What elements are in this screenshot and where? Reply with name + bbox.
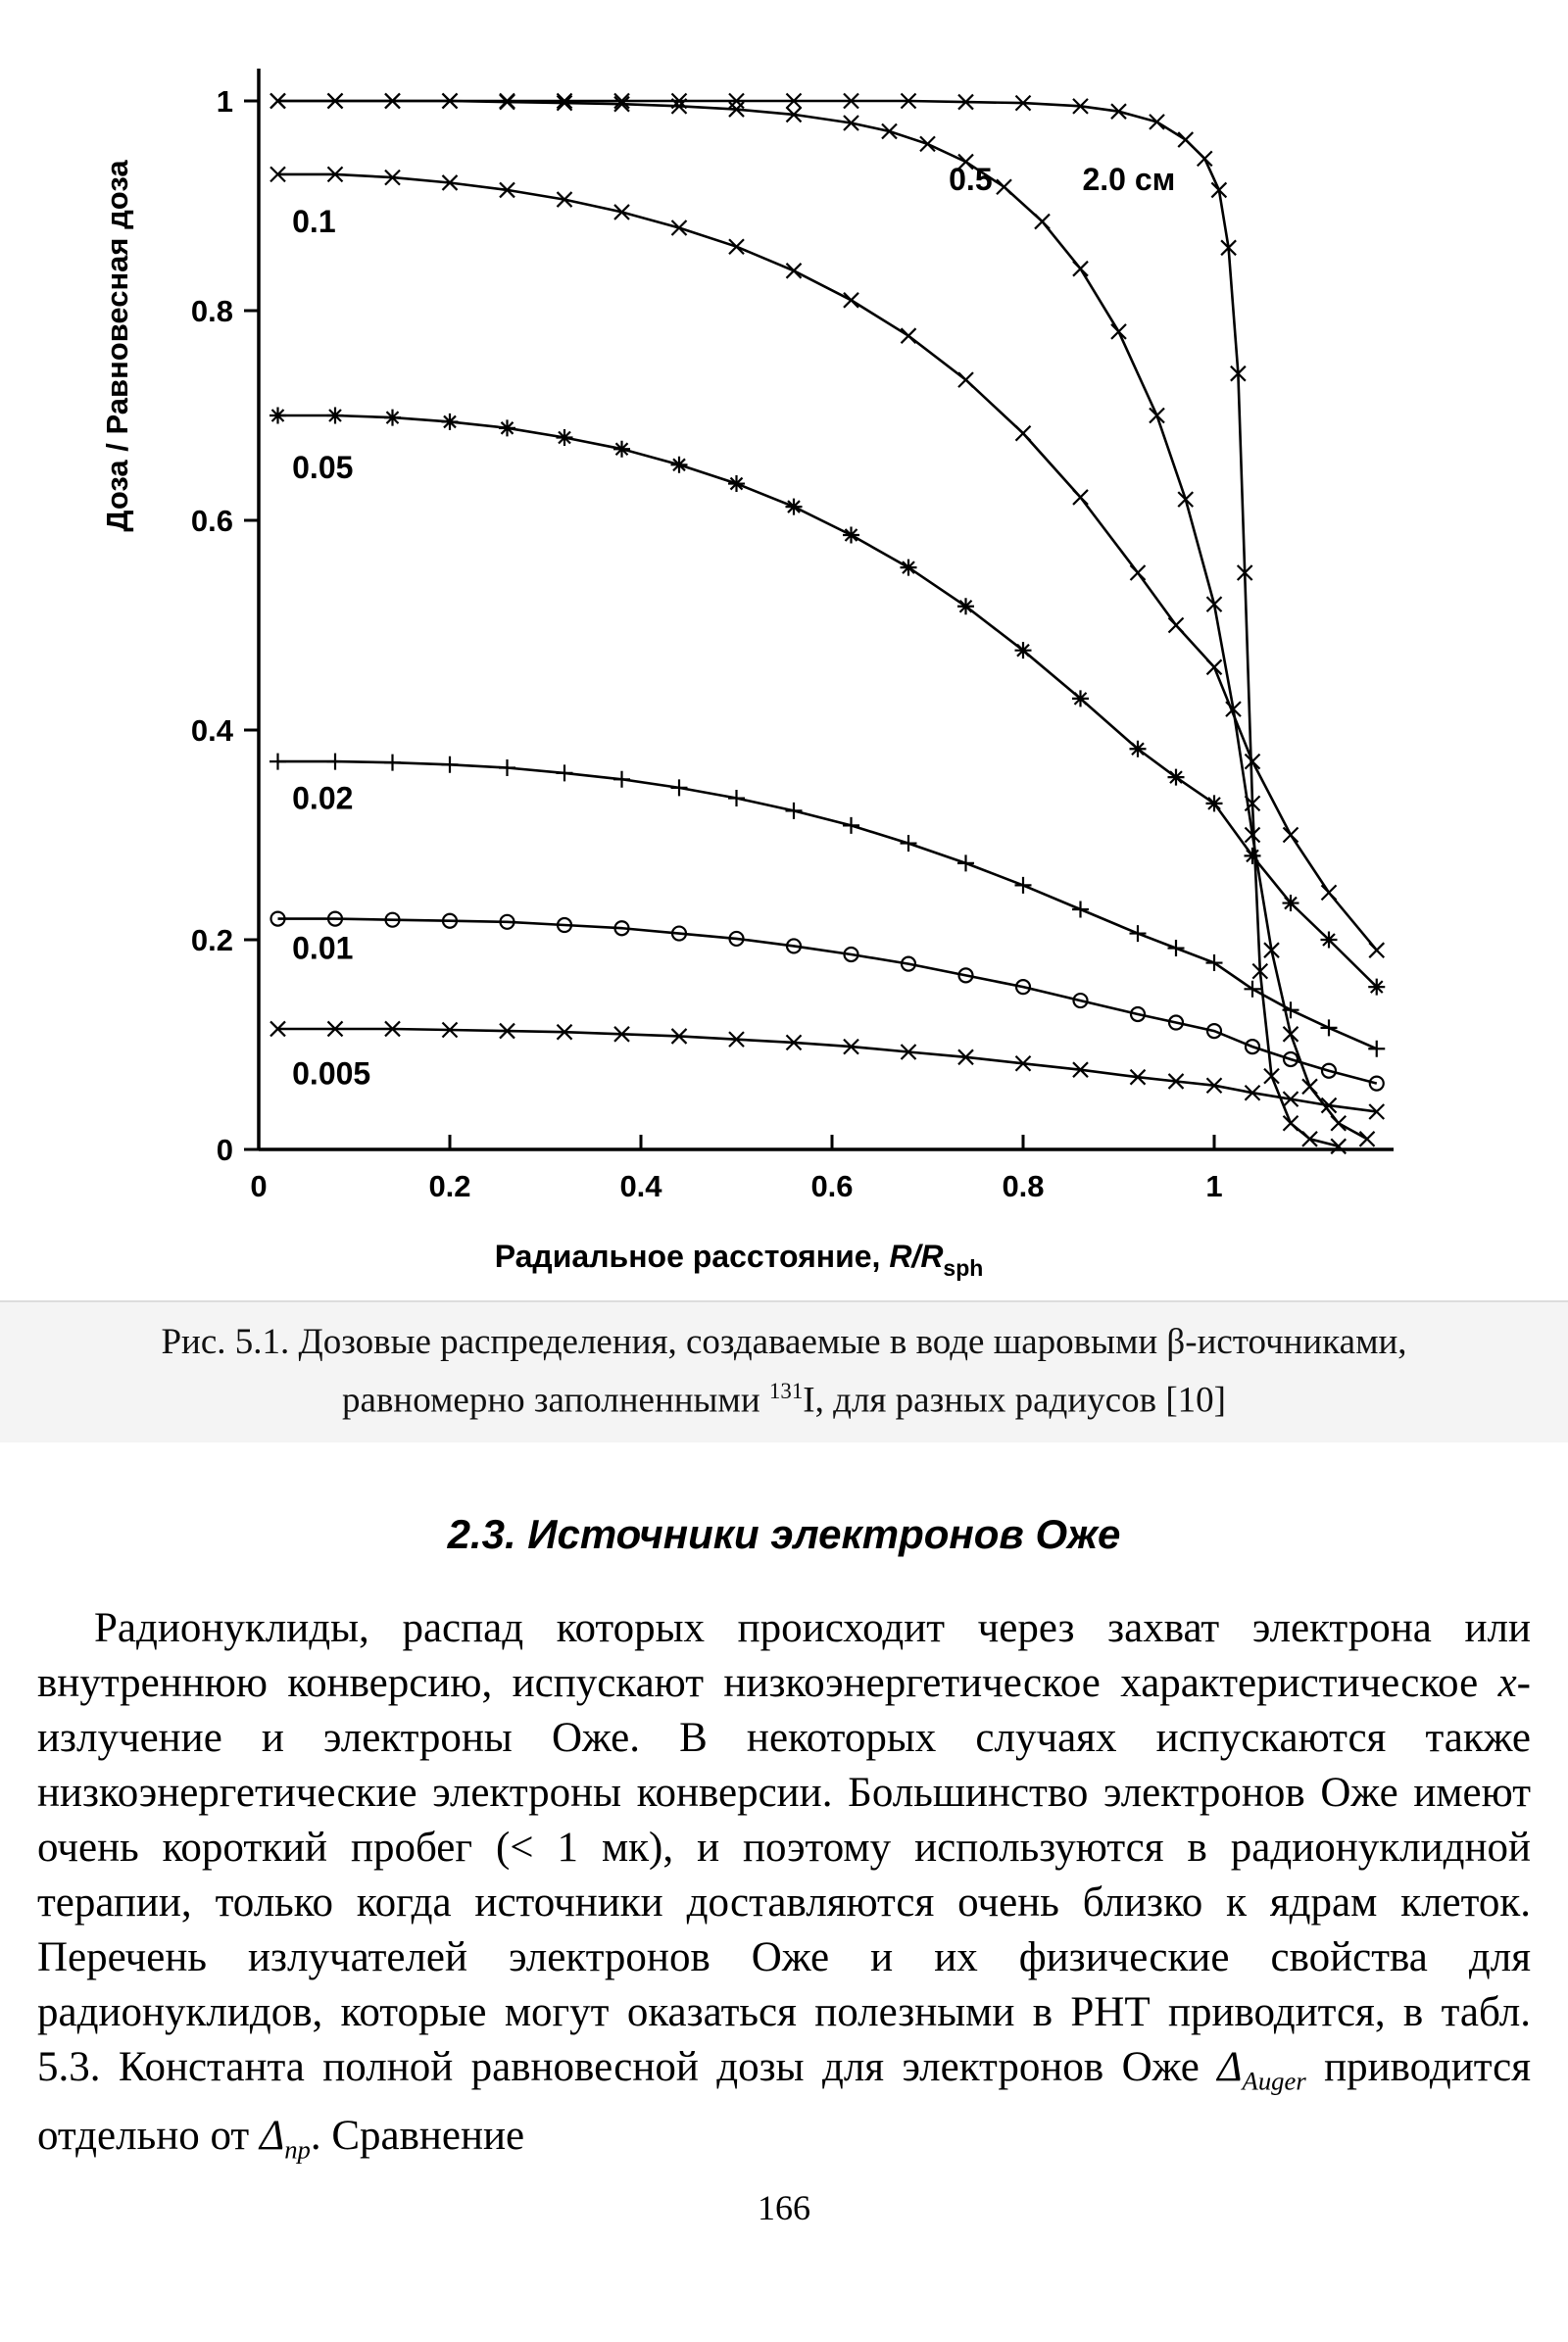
marker-* [1168, 769, 1185, 786]
body-paragraph [37, 1601, 1531, 2176]
marker-* [270, 408, 286, 424]
marker-x [1322, 885, 1337, 900]
marker-* [1072, 690, 1089, 707]
marker-* [557, 429, 573, 446]
marker-* [613, 441, 630, 458]
curve-label-0.02: 0.02 [292, 780, 354, 816]
marker-* [728, 475, 745, 492]
marker-x [1150, 115, 1164, 129]
y-tick-label: 1 [216, 84, 233, 119]
curve-label-2.0 см: 2.0 см [1082, 161, 1176, 197]
marker-* [442, 414, 459, 430]
x-tick-label: 1 [1205, 1169, 1223, 1203]
marker-x [1302, 1079, 1317, 1094]
curve-label-0.005: 0.005 [292, 1055, 371, 1092]
marker-+ [613, 771, 630, 788]
marker-+ [1130, 925, 1147, 942]
curve-0.5 [278, 101, 1368, 1139]
marker-+ [384, 755, 401, 771]
y-tick-label: 0.2 [190, 923, 233, 957]
marker-x [902, 328, 916, 343]
dose-chart [14, 18, 1543, 1292]
y-axis-title: Доза / Равновесная доза [100, 160, 134, 532]
marker-+ [843, 817, 859, 834]
marker-x [844, 293, 858, 308]
delta-np-subscript: np [284, 2134, 311, 2165]
curve-label-0.01: 0.01 [292, 930, 354, 966]
x-tick-label: 0.2 [428, 1169, 471, 1203]
isotope-superscript: 131 [768, 1379, 804, 1403]
y-tick-label: 0 [216, 1133, 233, 1167]
caption-line-2 [39, 1367, 1529, 1425]
x-tick-label: 0.4 [619, 1169, 662, 1203]
marker-x [1016, 426, 1031, 441]
paragraph-segment-3: приводится отдельно от [37, 2044, 1531, 2159]
marker-* [671, 457, 688, 473]
curve-0.05 [278, 415, 1377, 987]
marker-x [729, 239, 744, 254]
delta-auger-symbol: Δ [1217, 2044, 1243, 2091]
marker-x [672, 220, 687, 235]
marker-* [327, 408, 344, 424]
marker-x [1284, 1116, 1298, 1131]
marker-x [1331, 1116, 1346, 1131]
marker-x [958, 372, 973, 387]
curve-2.0 см [278, 101, 1339, 1147]
marker-+ [1245, 981, 1261, 998]
marker-+ [1015, 877, 1032, 894]
delta-auger-subscript: Auger [1242, 2066, 1306, 2096]
marker-* [843, 526, 859, 543]
marker-+ [1368, 1041, 1385, 1057]
curve-0.1 [278, 174, 1377, 951]
marker-* [1130, 741, 1147, 757]
marker-* [1368, 979, 1385, 996]
delta-np-symbol: Δ [259, 2112, 285, 2159]
marker-+ [327, 754, 344, 770]
page-number: 166 [758, 2187, 810, 2227]
marker-x [997, 179, 1011, 194]
marker-* [786, 499, 803, 515]
marker-* [957, 598, 974, 614]
marker-x [1169, 618, 1184, 633]
caption-text-1: Рис. 5.1. Дозовые распределения, создаваемые в воде шаровыми β-источниками, [161, 1322, 1407, 1362]
x-tick-label: 0.6 [810, 1169, 854, 1203]
curve-0.01 [278, 919, 1377, 1084]
paragraph-segment-2: -излучение и электроны Оже. В некоторых случаях испускаются также низкоэнергетические электроны конверсии. Большинство электронов Оже имеют очень короткий пробег (< 1 мк), и поэтому используются в радионуклидной терапии, только когда источники доставляются очень близко к ядрам клеток. Перечень излучателей электронов Оже и их физические свойства для радионуклидов, которые могут оказаться полезными в РНТ приводится, в табл. 5.3. Константа полной равновесной дозы для электронов Оже [37, 1660, 1531, 2091]
marker-x [1284, 828, 1298, 843]
marker-x [1331, 1139, 1346, 1153]
caption-text-2: равномерно заполненными [342, 1380, 769, 1421]
marker-+ [671, 779, 688, 796]
marker-x [1360, 1132, 1375, 1147]
marker-x [787, 264, 802, 278]
x-axis-title: Радиальное расстояние, $R/R_{sph}$ [494, 1239, 984, 1281]
y-tick-label: 0.8 [190, 294, 233, 328]
marker-* [1245, 848, 1261, 864]
marker-+ [557, 764, 573, 781]
marker-+ [901, 835, 917, 852]
figure-caption [0, 1300, 1568, 1442]
marker-x [1178, 492, 1193, 507]
marker-x [1035, 215, 1050, 229]
marker-+ [1168, 940, 1185, 956]
section-heading: 2.3. Источники электронов Оже [447, 1511, 1121, 1558]
curve-0.005 [278, 1029, 1377, 1112]
marker-x [1302, 1132, 1317, 1147]
marker-x [1178, 132, 1193, 147]
caption-text-3: I, для разных радиусов [10] [803, 1380, 1226, 1421]
marker-* [384, 410, 401, 426]
marker-x [1207, 659, 1222, 674]
marker-+ [1321, 1019, 1338, 1036]
marker-x [1198, 151, 1212, 166]
paragraph-segment-1: Радионуклиды, распад которых происходит через захват электрона или внутреннюю конверсию, испускают низкоэнергетическое характеристическое [37, 1605, 1531, 1707]
marker-+ [1206, 954, 1223, 971]
y-tick-label: 0.4 [190, 713, 233, 748]
curve-label-0.1: 0.1 [292, 203, 336, 239]
marker-* [1206, 795, 1223, 811]
curve-label-0.5: 0.5 [949, 161, 993, 197]
marker-+ [442, 756, 459, 773]
marker-* [1321, 932, 1338, 949]
marker-* [1015, 642, 1032, 659]
curve-label-0.05: 0.05 [292, 450, 354, 486]
marker-+ [728, 790, 745, 806]
x-tick-label: 0 [250, 1169, 268, 1203]
marker-x [920, 136, 935, 151]
marker-x [1131, 565, 1146, 580]
x-tick-label: 0.8 [1002, 1169, 1045, 1203]
marker-x [1073, 490, 1088, 505]
marker-+ [786, 803, 803, 819]
marker-x [1369, 943, 1384, 957]
marker-* [1283, 895, 1299, 911]
marker-x [1073, 262, 1088, 276]
marker-* [499, 419, 515, 436]
marker-+ [1072, 901, 1089, 917]
marker-x [1111, 324, 1126, 339]
y-tick-label: 0.6 [190, 504, 233, 538]
paragraph-segment-4: . Сравнение [310, 2112, 525, 2159]
marker-* [901, 560, 917, 576]
marker-+ [270, 754, 286, 770]
marker-x [1150, 409, 1164, 423]
caption-line-1 [39, 1318, 1529, 1367]
marker-+ [957, 854, 974, 871]
paragraph-x-italic: х [1497, 1660, 1517, 1707]
marker-+ [499, 759, 515, 776]
